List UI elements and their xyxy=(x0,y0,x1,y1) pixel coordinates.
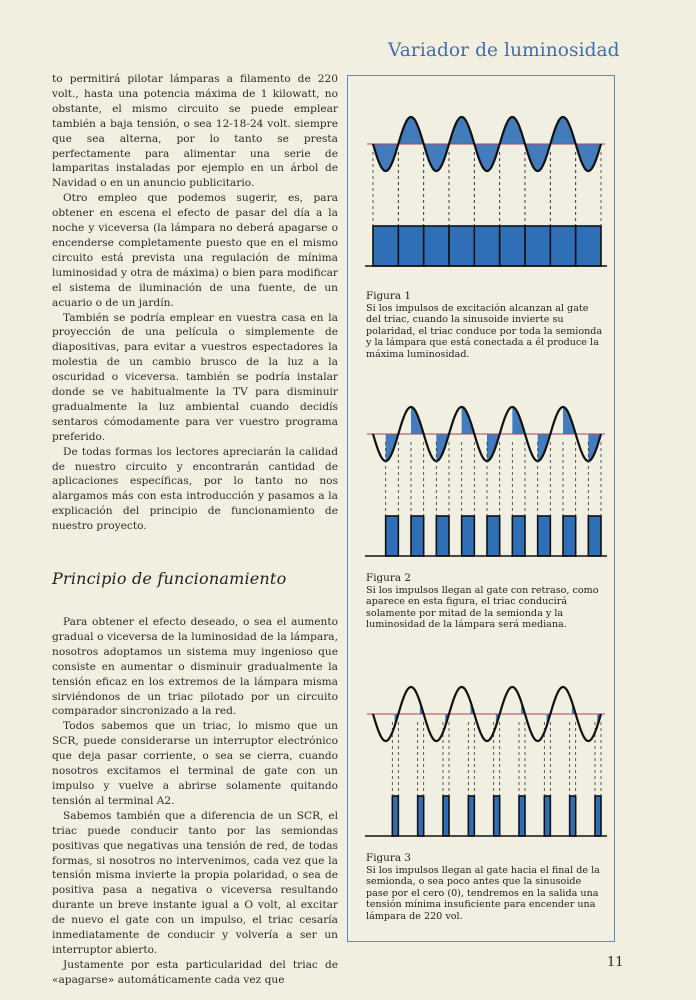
section-heading: Principio de funcionamiento xyxy=(52,569,287,589)
figure-1-waveform xyxy=(348,106,614,296)
figure-3-title: Figura 3 xyxy=(366,852,411,864)
gate-pulse xyxy=(392,796,398,836)
gate-pulse xyxy=(373,226,398,266)
paragraph: Justamente por esta particularidad del triac de «apagarse» automáticamente cada vez que xyxy=(52,958,338,986)
gate-pulse xyxy=(443,796,449,836)
figure-1-caption xyxy=(366,291,604,361)
figure-3-text: Si los impulsos llegan al gate hacia el final de la semionda, o sea poco antes que la sinusoide pase por el cero (0), tendremos en la salida una tensión mínima insuficiente para encender una lámpara de 220 vol. xyxy=(366,864,600,922)
figure-1-text: Si los impulsos de excitación alcanzan al gate del triac, cuando la sinusoide invierte su polaridad, el triac conduce por toda la semionda y la lámpara que está conectada a él produce la máxima luminosidad. xyxy=(366,302,603,360)
figure-2-waveform xyxy=(348,396,614,586)
gate-pulse xyxy=(512,516,525,556)
gate-pulse xyxy=(386,516,399,556)
figure-2-text: Si los impulsos llegan al gate con retraso, como aparece en esta figura, el triac conducirá solamente por mitad de la semionda y la luminosidad de la lámpara será mediana. xyxy=(366,584,599,631)
figure-2-title: Figura 2 xyxy=(366,572,411,584)
gate-pulse xyxy=(570,796,576,836)
figures-panel xyxy=(347,75,615,942)
article-left-column xyxy=(52,72,338,988)
paragraph: Sabemos también que a diferencia de un SCR, el triac puede conducir tanto por las semiondas positivas que negativas una tensión de red, de todas formas, si nosotros no intervenimos, cada vez que la tensión misma invierte la propia polaridad, o sea de positiva pasa a negativa o viceversa resultando durante un breve instante igual a O volt, al excitar de nuevo el gate con un impulso, el triac cesaría inmediatamente de conducir y volvería a ser un interruptor abierto. xyxy=(52,809,338,956)
gate-pulse xyxy=(525,226,550,266)
figure-1-title: Figura 1 xyxy=(366,290,411,302)
gate-pulse xyxy=(588,516,601,556)
paragraph: Otro empleo que podemos sugerir, es, para obtener en escena el efecto de pasar del día a la noche y viceversa (la lámpara no deberá apagarse o encenderse completamente puesto que en el mismo circuito está prevista una regulación de mínima luminosidad y otra de máxima) o bien para modificar el sistema de iluminación de una fuente, de un acuario o de un jardín. xyxy=(52,192,338,309)
gate-pulse xyxy=(550,226,575,266)
gate-pulse xyxy=(436,516,449,556)
figure-2-caption xyxy=(366,573,604,631)
running-title: Variador de luminosidad xyxy=(388,40,620,61)
gate-pulse xyxy=(500,226,525,266)
gate-pulse xyxy=(563,516,576,556)
paragraph: También se podría emplear en vuestra casa en la proyección de una película o simplemente de diapositivas, para evitar a vuestros espectadores la molestia de un cambio brusco de la luz a la oscuridad o viceversa. también se podría instalar donde se ve habitualmente la TV para disminuir gradualmente la luz ambiental cuando decidís sentaros cómodamente para ver vuestro programa preferido. xyxy=(52,311,338,443)
gate-pulse xyxy=(462,516,475,556)
page-number: 11 xyxy=(607,955,624,970)
gate-pulse xyxy=(519,796,525,836)
paragraph: Todos sabemos que un triac, lo mismo que un SCR, puede considerarse un interruptor electrónico que deja pasar corriente, o sea se cierra, cuando nosotros excitamos el terminal de gate con un impulso y vuelve a abrirse solamente quitando tensión al terminal A2. xyxy=(52,720,338,807)
gate-pulse xyxy=(494,796,500,836)
gate-pulse xyxy=(544,796,550,836)
gate-pulse xyxy=(449,226,474,266)
gate-pulse xyxy=(595,796,601,836)
gate-pulse xyxy=(576,226,601,266)
paragraph: to permitirá pilotar lámparas a filamento de 220 volt., hasta una potencia máxima de 1 kilowatt, no obstante, el mismo circuito se puede emplear también a baja tensión, o sea 12-18-24 volt. siempre que sea alterna, por lo tanto se presta perfectamente para alimentar una serie de lamparitas instaladas por ejemplo en un árbol de Navidad o en un anuncio publicitario. xyxy=(52,73,338,190)
figure-3-caption xyxy=(366,853,604,923)
figure-3-waveform xyxy=(348,676,614,866)
gate-pulse xyxy=(424,226,449,266)
gate-pulse xyxy=(538,516,551,556)
gate-pulse xyxy=(474,226,499,266)
gate-pulse xyxy=(411,516,424,556)
paragraph: De todas formas los lectores apreciarán la calidad de nuestro circuito y encontrarán cantidad de aplicaciones específicas, por lo tanto no nos alargamos más con esta introducción y pasamos a la explicación del principio de funcionamiento de nuestro proyecto. xyxy=(52,445,338,533)
gate-pulse xyxy=(418,796,424,836)
gate-pulse xyxy=(468,796,474,836)
paragraph: Para obtener el efecto deseado, o sea el aumento gradual o viceversa de la luminosidad de la lámpara, nosotros adoptamos un sistema muy ingenioso que consiste en aumentar o disminuir gradualmente la tensión eficaz en los extremos de la lámpara misma sirviéndonos de un triac pilotado por un circuito comparador sincronizado a la red. xyxy=(52,616,338,718)
gate-pulse xyxy=(487,516,500,556)
gate-pulse xyxy=(398,226,423,266)
